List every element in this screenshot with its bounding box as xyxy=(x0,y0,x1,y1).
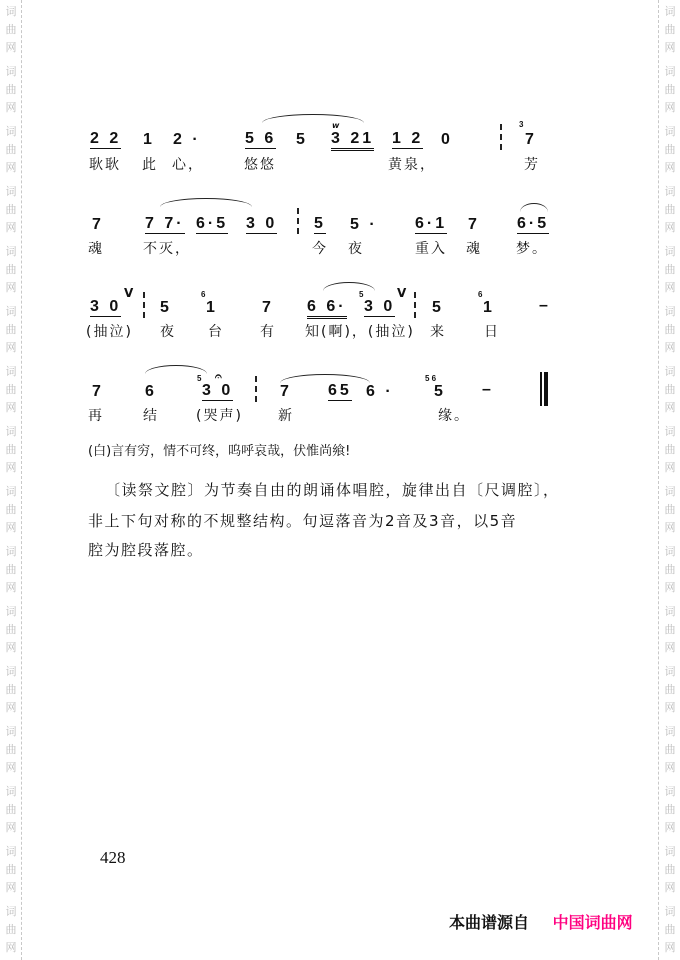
watermark-text xyxy=(662,783,678,837)
footer-prefix: 本曲谱源自 xyxy=(449,913,530,932)
lyric: 日 xyxy=(484,324,500,340)
watermark-char: 曲 xyxy=(5,743,17,756)
watermark-char: 曲 xyxy=(5,263,17,276)
footer-source xyxy=(449,910,633,933)
lyric: 耿耿 xyxy=(89,157,121,173)
lyric: 台 xyxy=(208,324,224,340)
watermark-char: 曲 xyxy=(664,863,676,876)
watermark-char: 曲 xyxy=(664,263,676,276)
watermark-char: 曲 xyxy=(664,743,676,756)
paragraph-line: 非上下句对称的不规整结构。句逗落音为2音及3音，以5音 xyxy=(88,512,518,530)
spoken-line: (白)言有穷，情不可终，呜呼哀哉，伏惟尚飨! xyxy=(88,444,351,459)
barline xyxy=(143,292,145,318)
watermark-char: 曲 xyxy=(5,383,17,396)
watermark-char: 词 xyxy=(664,485,676,498)
watermark-char: 曲 xyxy=(664,203,676,216)
watermark-char: 网 xyxy=(664,221,676,234)
watermark-char: 网 xyxy=(5,881,17,894)
lyric: 来 xyxy=(430,324,446,340)
watermark-text xyxy=(3,123,19,177)
note: 6 xyxy=(145,383,157,400)
watermark-char: 词 xyxy=(664,785,676,798)
note: 7 xyxy=(262,299,274,316)
lyric: 魂 xyxy=(88,241,104,257)
slur xyxy=(160,198,252,207)
lyric: 新 xyxy=(278,408,294,424)
watermark-text xyxy=(662,243,678,297)
grace-note: 5 6 xyxy=(425,374,437,383)
watermark-char: 词 xyxy=(5,365,17,378)
note: 3 0 xyxy=(202,382,234,399)
watermark-char: 词 xyxy=(664,665,676,678)
note: 7 7· xyxy=(145,215,185,232)
right-margin-line xyxy=(658,0,659,960)
watermark-char: 词 xyxy=(5,605,17,618)
lyric: 知(啊)，(抽泣) xyxy=(305,324,415,340)
ornament-mark: w xyxy=(332,121,340,130)
watermark-text xyxy=(662,543,678,597)
watermark-char: 曲 xyxy=(5,323,17,336)
note: 1 xyxy=(483,299,495,316)
watermark-char: 词 xyxy=(5,845,17,858)
watermark-char: 曲 xyxy=(5,23,17,36)
watermark-char: 网 xyxy=(664,761,676,774)
breath-mark: V xyxy=(124,286,134,300)
dash-extension: – xyxy=(482,381,494,398)
watermark-char: 曲 xyxy=(664,923,676,936)
slur xyxy=(262,114,364,123)
watermark-char: 网 xyxy=(664,881,676,894)
barline xyxy=(297,208,299,234)
lyric: 重入 xyxy=(415,241,447,257)
lyric: 梦。 xyxy=(516,241,548,257)
grace-note: 5 xyxy=(197,374,202,383)
watermark-char: 词 xyxy=(5,905,17,918)
grace-note: 6 xyxy=(201,290,206,299)
watermark-char: 网 xyxy=(664,341,676,354)
left-margin-line xyxy=(21,0,22,960)
lyric: 结 xyxy=(143,408,159,424)
watermark-char: 网 xyxy=(664,821,676,834)
note: 6·5 xyxy=(196,215,229,232)
watermark-char: 词 xyxy=(664,245,676,258)
watermark-text xyxy=(662,183,678,237)
watermark-text xyxy=(662,3,678,57)
watermark-char: 网 xyxy=(5,161,17,174)
watermark-char: 词 xyxy=(664,5,676,18)
watermark-char: 曲 xyxy=(5,83,17,96)
watermark-char: 词 xyxy=(5,725,17,738)
note: 1 2 xyxy=(392,130,424,147)
lyric: 黄泉， xyxy=(388,157,436,173)
watermark-text xyxy=(3,183,19,237)
lyric: 有 xyxy=(260,324,276,340)
lyric: 魂 xyxy=(466,241,482,257)
watermark-char: 网 xyxy=(5,701,17,714)
lyric: (哭声) xyxy=(196,408,243,424)
note: 3 0 xyxy=(90,298,122,315)
watermark-char: 曲 xyxy=(664,443,676,456)
watermark-text xyxy=(662,723,678,777)
grace-note: 6 xyxy=(478,290,483,299)
note: 1 xyxy=(143,131,155,148)
note: 2 2 xyxy=(90,130,122,147)
lyric: 悠悠 xyxy=(244,157,276,173)
watermark-text xyxy=(3,363,19,417)
watermark-text xyxy=(3,423,19,477)
watermark-char: 词 xyxy=(664,605,676,618)
watermark-char: 词 xyxy=(5,485,17,498)
watermark-char: 词 xyxy=(5,665,17,678)
note: 0 xyxy=(441,131,453,148)
watermark-char: 网 xyxy=(664,701,676,714)
lyric: 不灭， xyxy=(143,241,191,257)
watermark-char: 词 xyxy=(664,905,676,918)
dash-extension: – xyxy=(539,297,551,314)
note: 6 · xyxy=(366,383,394,400)
note: 3 0 xyxy=(246,215,278,232)
watermark-char: 词 xyxy=(5,545,17,558)
watermark-char: 曲 xyxy=(664,503,676,516)
note: 3 21 xyxy=(331,131,374,151)
watermark-text xyxy=(662,483,678,537)
note: 5 6 xyxy=(245,130,277,147)
lyric: (抽泣) xyxy=(86,324,133,340)
lyric: 心， xyxy=(172,157,204,173)
fermata-icon: 𝄐 xyxy=(215,369,222,383)
final-barline-thin xyxy=(540,372,542,406)
watermark-char: 网 xyxy=(664,581,676,594)
watermark-char: 曲 xyxy=(5,803,17,816)
watermark-char: 曲 xyxy=(5,563,17,576)
watermark-char: 曲 xyxy=(5,863,17,876)
watermark-char: 曲 xyxy=(664,623,676,636)
watermark-char: 网 xyxy=(5,221,17,234)
watermark-text xyxy=(3,3,19,57)
note: 7 xyxy=(525,131,537,148)
note: 7 xyxy=(280,383,292,400)
watermark-char: 网 xyxy=(5,401,17,414)
paragraph-line: 腔为腔段落腔。 xyxy=(88,541,204,559)
watermark-text xyxy=(3,63,19,117)
note: 7 xyxy=(468,216,480,233)
watermark-char: 网 xyxy=(5,41,17,54)
watermark-char: 网 xyxy=(5,641,17,654)
note: 1 xyxy=(206,299,218,316)
watermark-char: 网 xyxy=(664,461,676,474)
watermark-char: 曲 xyxy=(664,23,676,36)
watermark-text xyxy=(662,843,678,897)
watermark-char: 曲 xyxy=(664,143,676,156)
watermark-char: 网 xyxy=(5,941,17,954)
lyric: 缘。 xyxy=(438,408,470,424)
watermark-char: 曲 xyxy=(664,803,676,816)
watermark-char: 词 xyxy=(664,845,676,858)
barline xyxy=(500,124,502,150)
slur xyxy=(520,203,548,212)
watermark-char: 曲 xyxy=(5,923,17,936)
watermark-text xyxy=(3,723,19,777)
lyric: 芳 xyxy=(524,157,540,173)
lyric: 今 xyxy=(312,241,328,257)
watermark-text xyxy=(3,903,19,957)
watermark-char: 词 xyxy=(5,425,17,438)
watermark-text xyxy=(662,663,678,717)
watermark-char: 网 xyxy=(664,401,676,414)
slur xyxy=(280,374,370,383)
watermark-text xyxy=(3,303,19,357)
watermark-char: 曲 xyxy=(5,143,17,156)
watermark-char: 网 xyxy=(664,521,676,534)
note: 65 xyxy=(328,382,352,399)
watermark-text xyxy=(662,63,678,117)
watermark-text xyxy=(3,603,19,657)
watermark-char: 网 xyxy=(664,641,676,654)
watermark-char: 词 xyxy=(664,185,676,198)
barline xyxy=(414,292,416,318)
lyric: 此 xyxy=(142,157,158,173)
watermark-char: 曲 xyxy=(5,443,17,456)
grace-note: 5 xyxy=(359,290,364,299)
watermark-text xyxy=(662,423,678,477)
lyric: 再 xyxy=(88,408,104,424)
slur xyxy=(145,365,207,374)
watermark-text xyxy=(662,603,678,657)
watermark-char: 词 xyxy=(664,125,676,138)
watermark-char: 曲 xyxy=(5,683,17,696)
watermark-char: 曲 xyxy=(5,203,17,216)
watermark-text xyxy=(662,123,678,177)
watermark-char: 网 xyxy=(664,101,676,114)
watermark-char: 曲 xyxy=(664,383,676,396)
watermark-char: 曲 xyxy=(664,323,676,336)
watermark-char: 网 xyxy=(664,161,676,174)
grace-note: 3 xyxy=(519,120,524,129)
watermark-char: 词 xyxy=(664,725,676,738)
note: 5 xyxy=(314,215,326,232)
watermark-text xyxy=(3,243,19,297)
watermark-text xyxy=(3,783,19,837)
barline xyxy=(255,376,257,402)
watermark-char: 词 xyxy=(664,305,676,318)
watermark-char: 词 xyxy=(664,425,676,438)
note: 5 xyxy=(432,299,444,316)
page-number: 428 xyxy=(100,848,126,867)
watermark-char: 词 xyxy=(5,785,17,798)
watermark-char: 网 xyxy=(5,101,17,114)
lyric: 夜 xyxy=(160,324,176,340)
watermark-char: 曲 xyxy=(5,623,17,636)
slur xyxy=(323,282,375,291)
breath-mark: V xyxy=(397,286,407,300)
note: 6 6· xyxy=(307,299,347,319)
watermark-char: 词 xyxy=(5,65,17,78)
note: 6·5 xyxy=(517,215,550,232)
watermark-char: 网 xyxy=(5,581,17,594)
watermark-text xyxy=(662,303,678,357)
footer-site-link[interactable]: 中国词曲网 xyxy=(552,913,633,932)
note: 5 xyxy=(296,131,308,148)
watermark-char: 曲 xyxy=(664,83,676,96)
watermark-text xyxy=(3,543,19,597)
watermark-char: 词 xyxy=(5,305,17,318)
note: 5 xyxy=(160,299,172,316)
watermark-char: 网 xyxy=(5,281,17,294)
watermark-char: 词 xyxy=(664,545,676,558)
paragraph-line: 〔读祭文腔〕为节奏自由的朗诵体唱腔，旋律出自〔尺调腔〕， xyxy=(105,481,560,499)
watermark-char: 词 xyxy=(5,185,17,198)
note: 5 · xyxy=(350,216,378,233)
watermark-char: 网 xyxy=(5,341,17,354)
watermark-char: 网 xyxy=(664,941,676,954)
watermark-char: 曲 xyxy=(664,683,676,696)
watermark-text xyxy=(662,363,678,417)
note: 3 0 xyxy=(364,298,396,315)
note: 7 xyxy=(92,216,104,233)
note: 6·1 xyxy=(415,215,448,232)
watermark-text xyxy=(3,843,19,897)
note: 5 xyxy=(434,383,446,400)
watermark-text xyxy=(3,483,19,537)
watermark-text xyxy=(3,663,19,717)
watermark-char: 网 xyxy=(5,821,17,834)
watermark-char: 词 xyxy=(5,5,17,18)
watermark-char: 词 xyxy=(5,125,17,138)
watermark-char: 网 xyxy=(664,41,676,54)
watermark-char: 网 xyxy=(5,521,17,534)
lyric: 夜 xyxy=(348,241,364,257)
note: 2 · xyxy=(173,131,201,148)
watermark-char: 网 xyxy=(664,281,676,294)
watermark-char: 网 xyxy=(5,761,17,774)
watermark-char: 词 xyxy=(5,245,17,258)
watermark-char: 曲 xyxy=(664,563,676,576)
watermark-char: 词 xyxy=(664,65,676,78)
final-barline-thick xyxy=(544,372,548,406)
watermark-char: 网 xyxy=(5,461,17,474)
watermark-text xyxy=(662,903,678,957)
note: 7 xyxy=(92,383,104,400)
watermark-char: 曲 xyxy=(5,503,17,516)
watermark-char: 词 xyxy=(664,365,676,378)
